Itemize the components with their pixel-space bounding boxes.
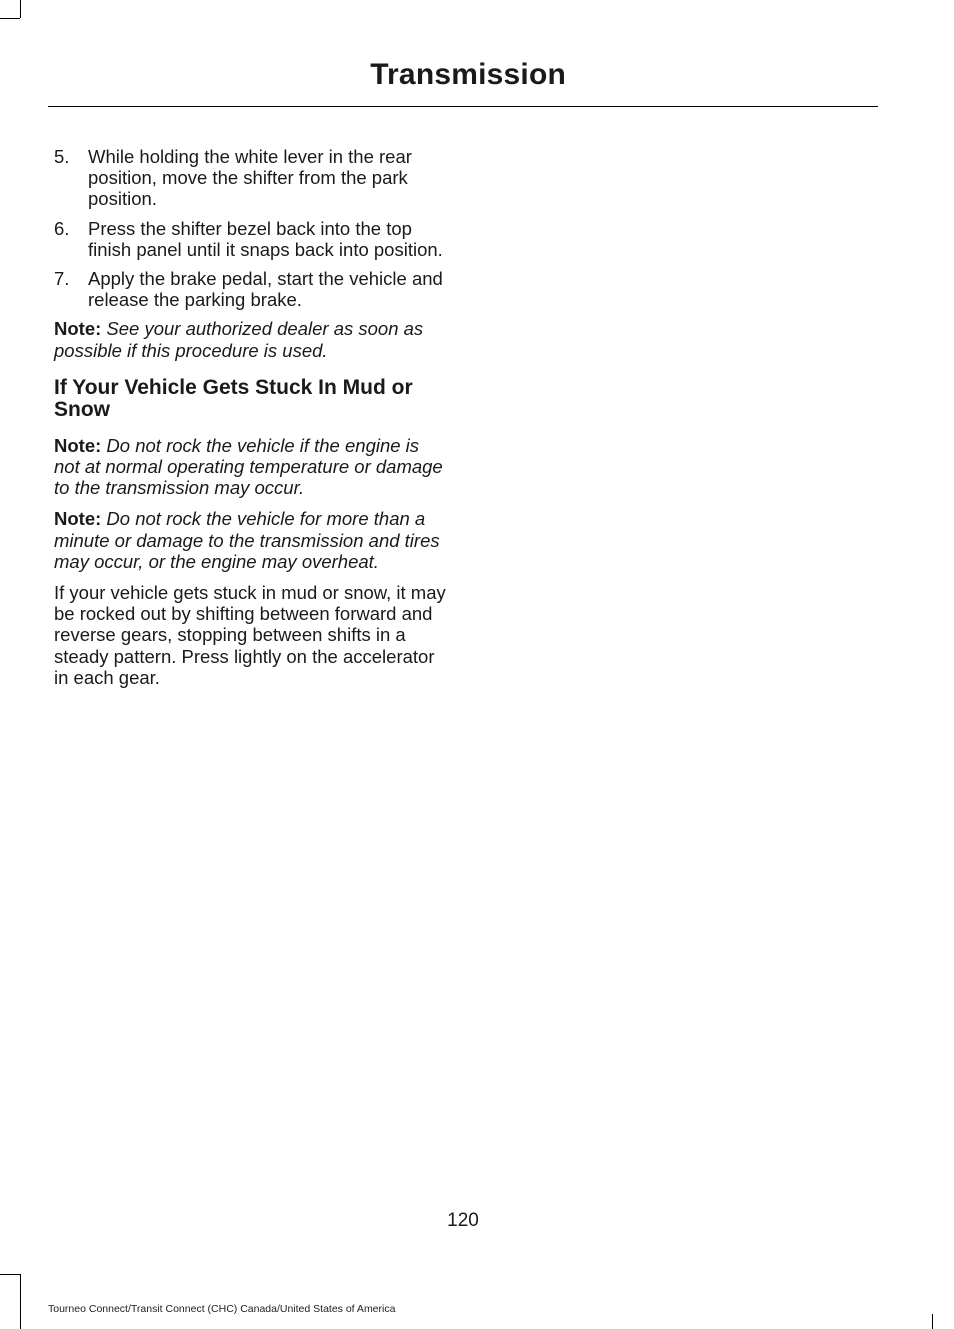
step-number: 7.	[54, 268, 70, 290]
note-text: Do not rock the vehicle for more than a minute or damage to the transmission and tires may occur, or the engine may overheat.	[54, 508, 440, 572]
step-text: While holding the white lever in the rear position, move the shifter from the park position.	[88, 146, 412, 210]
header-divider	[48, 106, 878, 107]
page-title: Transmission	[370, 58, 566, 91]
note-text: Do not rock the vehicle if the engine is not at normal operating temperature or damage to the transmission may occur.	[54, 434, 443, 499]
main-column	[54, 146, 446, 688]
list-item	[54, 218, 446, 260]
list-item	[54, 268, 446, 310]
procedure-note	[54, 318, 446, 360]
note-label: Note:	[54, 318, 102, 340]
footer-text: Tourneo Connect/Transit Connect (CHC) Canada/United States of America	[48, 1303, 396, 1315]
step-text: Press the shifter bezel back into the top finish panel until it snaps back into position.	[88, 217, 443, 260]
step-text: Apply the brake pedal, start the vehicle and release the parking brake.	[88, 268, 443, 311]
crop-mark-bottom-left-tick	[20, 1314, 21, 1329]
crop-mark-bottom-right-tick	[932, 1314, 933, 1329]
crop-mark-top-left-vertical	[20, 0, 21, 18]
crop-mark-top-left-horizontal	[0, 18, 20, 19]
rocking-duration-note	[54, 508, 446, 572]
crop-mark-bottom-left-horizontal	[0, 1274, 20, 1275]
section-heading: If Your Vehicle Gets Stuck In Mud or Snow	[54, 375, 413, 421]
body-paragraph: If your vehicle gets stuck in mud or snow, it may be rocked out by shifting between forward and reverse gears, stopping between shifts in a steady pattern. Press lightly on the accelerator in each gear.	[54, 582, 446, 688]
step-number: 6.	[54, 217, 70, 239]
note-label: Note:	[54, 508, 102, 530]
page-number: 120	[447, 1210, 479, 1231]
list-item	[54, 146, 446, 210]
note-label: Note:	[54, 434, 102, 456]
procedure-steps	[54, 146, 446, 310]
engine-temperature-note	[54, 435, 446, 499]
note-text: See your authorized dealer as soon as possible if this procedure is used.	[54, 318, 424, 361]
step-number: 5.	[54, 146, 70, 167]
